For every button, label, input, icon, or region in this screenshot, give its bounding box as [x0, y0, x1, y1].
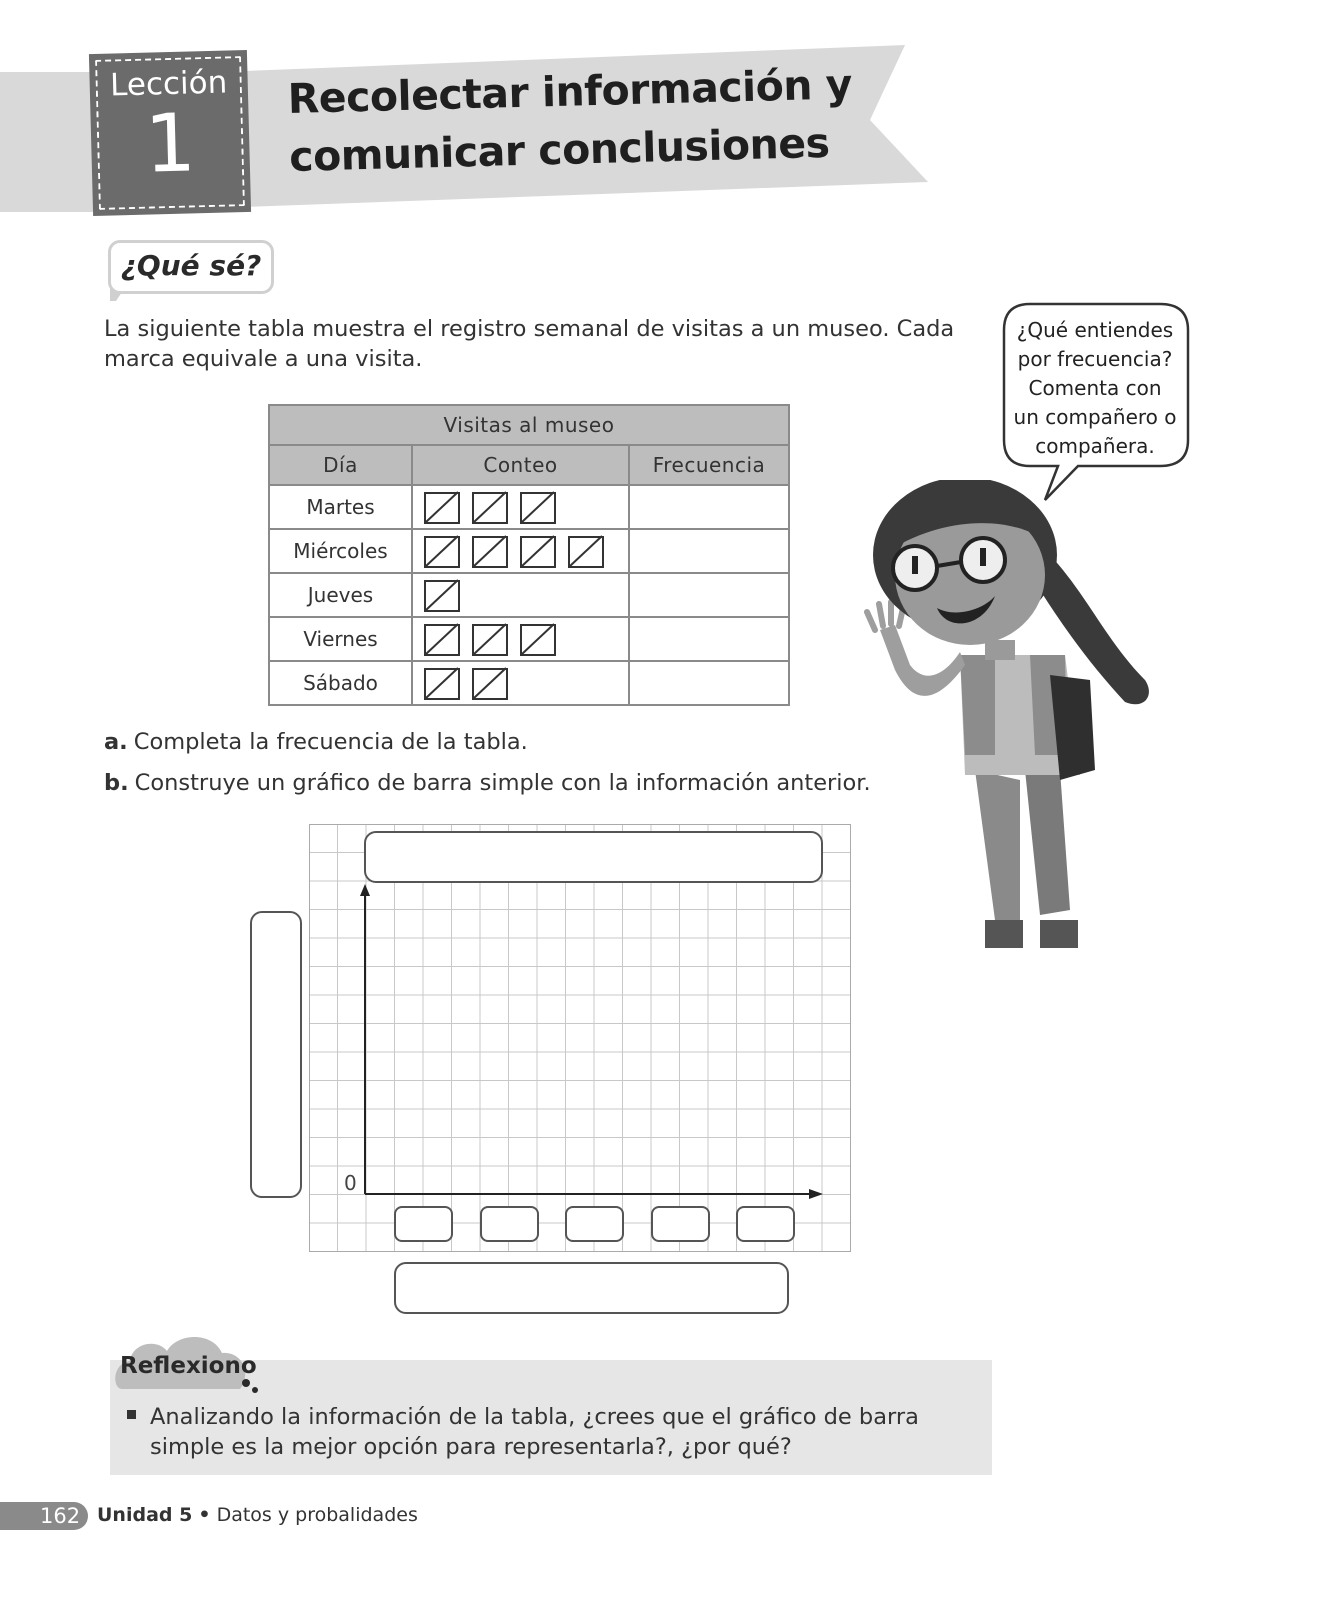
tally-mark-icon — [519, 533, 557, 569]
page-title — [287, 54, 910, 186]
speech-line-3: Comenta con — [1028, 376, 1162, 400]
lesson-word: Lección — [109, 64, 228, 104]
origin-label: 0 — [344, 1171, 357, 1195]
lesson-number: 1 — [143, 96, 197, 191]
tally-mark-icon — [567, 533, 605, 569]
table-row — [269, 617, 789, 661]
category-box[interactable] — [736, 1206, 795, 1242]
footer-unit-name: Unidad 5 — [97, 1504, 193, 1526]
reflexiono-title: Reflexiono — [120, 1353, 257, 1379]
page-number: 162 — [40, 1504, 81, 1528]
lesson-badge — [89, 50, 251, 216]
tally-mark-icon — [423, 621, 461, 657]
intro-paragraph: La siguiente tabla muestra el registro semanal de visitas a un museo. Cada marca equivale a una visita. — [104, 316, 955, 372]
visits-table — [268, 404, 790, 706]
banner-left-strip — [0, 72, 100, 212]
title-line-1: Recolectar información y — [287, 60, 853, 123]
day-cell: Viernes — [269, 617, 412, 661]
tally-mark-icon — [423, 489, 461, 525]
footer-topic: Datos y probalidades — [216, 1504, 418, 1526]
tally-mark-icon — [423, 577, 461, 613]
header-conteo: Conteo — [412, 445, 629, 485]
tally-mark-icon — [471, 489, 509, 525]
thought-dots — [240, 1378, 260, 1394]
instruction-b-text: Construye un gráfico de barra simple con la información anterior. — [134, 770, 871, 796]
bullet-icon — [127, 1410, 136, 1419]
speech-line-4: un compañero o — [1013, 405, 1177, 429]
category-box[interactable] — [565, 1206, 624, 1242]
day-cell: Jueves — [269, 573, 412, 617]
footer-unit — [97, 1504, 418, 1526]
reflexiono-question — [150, 1402, 960, 1462]
y-axis-label-box[interactable] — [250, 911, 302, 1198]
que-se-label: ¿Qué sé? — [120, 249, 262, 282]
category-box[interactable] — [651, 1206, 710, 1242]
table-row — [269, 661, 789, 705]
chart-title-box[interactable] — [364, 831, 823, 883]
reflexiono-line-2: simple es la mejor opción para representarla?, ¿por qué? — [150, 1434, 792, 1460]
bar-chart-grid[interactable] — [309, 824, 851, 1252]
speech-text — [1010, 316, 1180, 461]
header-frecuencia: Frecuencia — [629, 445, 789, 485]
instruction-a-letter: a. — [104, 729, 128, 755]
x-axis-label-box[interactable] — [394, 1262, 789, 1314]
table-row — [269, 573, 789, 617]
speech-line-2: por frecuencia? — [1017, 347, 1173, 371]
girl-illustration — [855, 480, 1165, 970]
tally-mark-icon — [471, 665, 509, 701]
tally-mark-icon — [423, 665, 461, 701]
frequency-cell[interactable] — [629, 529, 789, 573]
tally-cell — [412, 617, 629, 661]
tally-cell — [412, 573, 629, 617]
tally-mark-icon — [423, 533, 461, 569]
category-box[interactable] — [394, 1206, 453, 1242]
footer-separator: • — [198, 1504, 211, 1526]
table-row — [269, 485, 789, 529]
que-se-bubble — [108, 240, 274, 294]
header-dia: Día — [269, 445, 412, 485]
tally-cell — [412, 529, 629, 573]
frequency-cell[interactable] — [629, 617, 789, 661]
frequency-cell[interactable] — [629, 485, 789, 529]
category-box[interactable] — [480, 1206, 539, 1242]
tally-mark-icon — [519, 489, 557, 525]
instruction-b — [104, 770, 871, 796]
y-axis-arrow-icon — [360, 884, 370, 896]
day-cell: Sábado — [269, 661, 412, 705]
reflexiono-line-1: Analizando la información de la tabla, ¿crees que el gráfico de barra — [150, 1404, 919, 1430]
speech-line-1: ¿Qué entiendes — [1016, 318, 1174, 342]
instruction-a-text: Completa la frecuencia de la tabla. — [133, 729, 528, 755]
tally-mark-icon — [471, 621, 509, 657]
day-cell: Martes — [269, 485, 412, 529]
x-axis-arrow-icon — [809, 1189, 823, 1199]
frequency-cell[interactable] — [629, 573, 789, 617]
tally-mark-icon — [471, 533, 509, 569]
instruction-a — [104, 729, 528, 755]
tally-cell — [412, 485, 629, 529]
instruction-b-letter: b. — [104, 770, 129, 796]
day-cell: Miércoles — [269, 529, 412, 573]
title-line-2: comunicar conclusiones — [288, 118, 831, 181]
table-caption: Visitas al museo — [269, 405, 789, 445]
table-row — [269, 529, 789, 573]
speech-line-5: compañera. — [1035, 434, 1155, 458]
tally-mark-icon — [519, 621, 557, 657]
frequency-cell[interactable] — [629, 661, 789, 705]
tally-cell — [412, 661, 629, 705]
grid-lines — [309, 824, 851, 1252]
